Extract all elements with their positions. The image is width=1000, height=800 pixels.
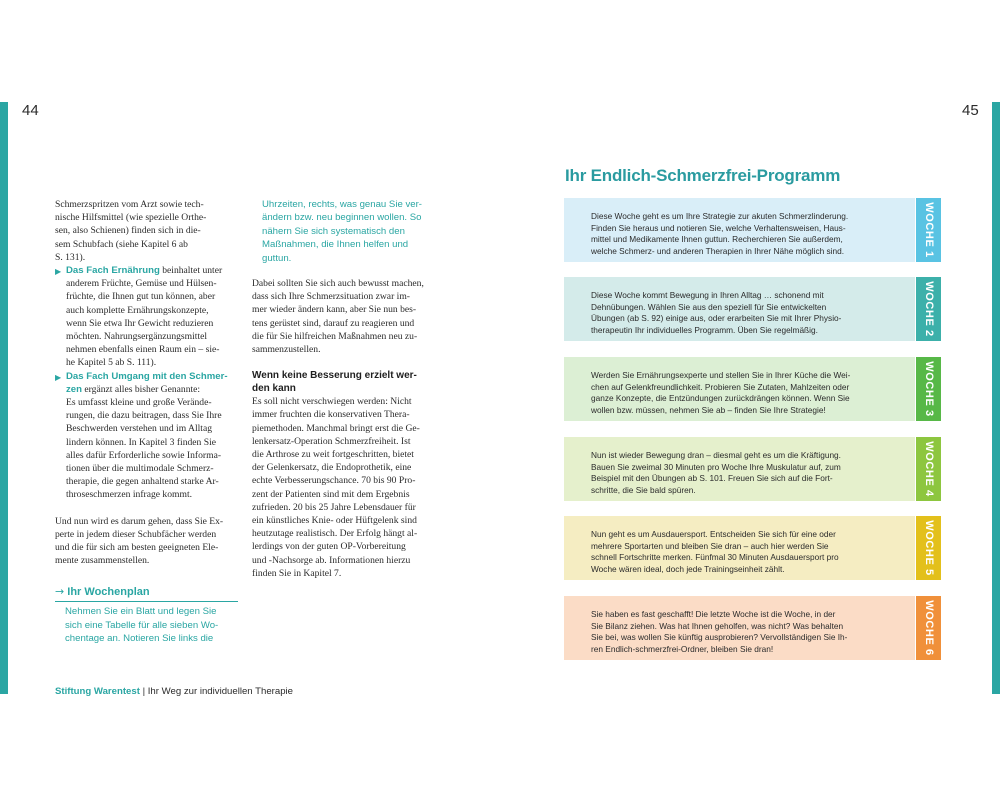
text-line: zent der Patienten sind mit dem Ergebnis: [252, 488, 410, 500]
text-line: mehrere Sportarten und bleiben Sie dran – auch hier werden Sie: [591, 540, 829, 551]
week-3-box: [564, 357, 915, 421]
text-line: welche Schmerz- und anderen Therapien in Ihrer Nähe möglich sind.: [591, 245, 845, 256]
text-line: Diese Woche kommt Bewegung in Ihren Alltag … schonend mit: [591, 290, 824, 300]
text-line: Diese Woche geht es um Ihre Strategie zur akuten Schmerzlinderung.: [591, 211, 849, 221]
text-line: nehmen ebenfalls einen Raum ein – sie-: [66, 344, 220, 356]
closing-paragraph: [55, 515, 238, 568]
text-line: Werden Sie Ernährungsexperte und stellen Sie in Ihrer Küche die Wei-: [591, 370, 851, 380]
text-line: heutzutage realistisch. Der Erfolg hängt al-: [252, 528, 418, 540]
bullet-heading-rest: beinhaltet unter: [159, 265, 223, 277]
text-line: [66, 383, 238, 396]
footer-brand: Stiftung Warentest: [55, 686, 140, 697]
text-line: throseschmerzen infrage kommt.: [66, 489, 193, 501]
text-line: alles dafür Erforderliche sowie Informa-: [66, 449, 222, 461]
week-6-tab: [916, 596, 941, 660]
bullet-triangle-icon: ▶: [55, 372, 62, 382]
text-line: möchten. Nahrungsergänzungsmittel: [66, 331, 208, 343]
text-line: ein künstliches Knie- oder Hüftgelenk sind: [252, 515, 417, 527]
text-line: schnell Fortschritte merken. Fünfmal 30 Minuten Ausdauersport pro: [591, 552, 839, 563]
text-line: Übungen (ab S. 92) einige aus, oder erarbeiten Sie mit Ihrer Physio-: [591, 313, 842, 324]
text-line: nähern Sie sich systematisch den: [262, 225, 405, 237]
week-5-label: WOCHE 5: [922, 520, 935, 576]
text-line: Sie bei, was wollen Sie künftig ausprobieren? Vervollständigen Sie Ih-: [591, 632, 848, 643]
text-line: Sie haben es fast geschafft! Die letzte Woche ist die Woche, in der: [591, 609, 836, 619]
text-line: Woche wären ideal, doch jede Trainingseinheit zählt.: [591, 563, 785, 574]
text-line: schritte, die Sie bald spüren.: [591, 484, 696, 495]
text-line: finden Sie in Kapitel 7.: [252, 567, 342, 579]
text-line: sammenzustellen.: [252, 344, 321, 356]
bullet-ernaehrung: [55, 264, 238, 370]
text-line: auch komplette Ernährungskonzepte,: [66, 304, 209, 316]
text-line: piemethoden. Manchmal bringt erst die Ge-: [252, 422, 420, 434]
text-line: Schmerzspritzen vom Arzt sowie tech-: [55, 199, 204, 210]
text-line: lindern können. In Kapitel 3 finden Sie: [66, 436, 217, 448]
text-line: mittel und Medikamente Ihnen guttun. Recherchieren Sie außerdem,: [591, 234, 843, 245]
text-line: chentage an. Notieren Sie links die: [65, 633, 214, 645]
week-4-box: [564, 437, 915, 501]
text-line: Bauen Sie zweimal 30 Minuten pro Woche Ihre Muskulatur auf, zum: [591, 461, 841, 472]
wochenplan-heading-text: Ihr Wochenplan: [67, 586, 150, 599]
bullet-heading: Das Fach Ernährung: [66, 265, 160, 277]
text-line: therapie, die gegen anhaltend starke Ar-: [66, 476, 219, 488]
text-line: Nun ist wieder Bewegung dran – diesmal geht es um die Kräftigung.: [591, 450, 841, 460]
text-line: Wenn keine Besserung erzielt wer-: [252, 370, 417, 382]
bullet-umgang: [55, 370, 238, 502]
text-line: und die für sich am besten geeigneten Ele-: [55, 542, 219, 554]
text-line: Nehmen Sie ein Blatt und legen Sie: [65, 606, 217, 618]
bullet-heading-end: zen: [66, 383, 82, 395]
text-line: guttun.: [262, 252, 292, 264]
week-1-tab: [916, 198, 941, 262]
text-line: [66, 264, 238, 277]
text-line: Dabei sollten Sie sich auch bewusst machen,: [252, 278, 424, 290]
week-3-label: WOCHE 3: [922, 361, 935, 417]
wochenplan-text: [55, 605, 238, 645]
page-number-right: 45: [962, 102, 979, 119]
footer-subtitle: Ihr Weg zur individuellen Therapie: [147, 686, 293, 697]
text-line: den kann: [252, 382, 296, 394]
text-line: Maßnahmen, die Ihnen helfen und: [262, 239, 409, 251]
text-line: Beispiel mit den Übungen ab S. 101. Freuen Sie sich auf die Fort-: [591, 473, 833, 484]
text-line: chen auf Gelenkfreundlichkeit. Probieren Sie Zutaten, Mahlzeiten oder: [591, 381, 850, 392]
text-line: tens gerüstet sind, darauf zu reagieren und: [252, 317, 415, 329]
text-line: sich eine Tabelle für alle sieben Wo-: [65, 619, 219, 631]
week-2-box: [564, 277, 915, 341]
week-3-tab: [916, 357, 941, 421]
text-line: mente zusammenstellen.: [55, 555, 150, 567]
text-line: und -Nachsorge ab. Informationen hierzu: [252, 554, 411, 566]
intro-paragraph: [55, 198, 238, 264]
week-4-tab: [916, 437, 941, 501]
text-line: wollen bzw. müssen, nehmen Sie ab – finden Sie Ihre Strategie!: [591, 404, 826, 415]
week-2-label: WOCHE 2: [922, 281, 935, 337]
bullet-heading: Das Fach Umgang mit den Schmer-: [66, 370, 228, 382]
text-line: ganze Konzepte, die Entzündungen zurückdrängen können. Wenn Sie: [591, 393, 850, 404]
text-line: Finden Sie heraus und notieren Sie, welche Verhaltensweisen, Haus-: [591, 222, 846, 233]
text-line: lenkersatz-Operation Schmerzfreiheit. Ist: [252, 435, 411, 447]
right-page-edge-bar: [992, 102, 1000, 694]
text-line: der Gelenkersatz, die Endoprothetik, eine: [252, 462, 412, 474]
wochenplan-text-continued: [252, 198, 438, 265]
text-line: anderem Früchte, Gemüse und Hülsen-: [66, 278, 217, 290]
text-line: tionen über die multimodale Schmerz-: [66, 463, 214, 475]
program-title: Ihr Endlich-Schmerzfrei-Programm: [565, 166, 841, 185]
text-line: die für Sie hilfreichen Maßnahmen neu zu-: [252, 330, 418, 342]
bullet-triangle-icon: ▶: [55, 267, 62, 277]
text-line: therapeutin Ihr individuelles Programm. Üben Sie regelmäßig.: [591, 324, 818, 335]
page-number-left: 44: [22, 102, 39, 119]
footer-separator: |: [142, 686, 146, 697]
text-line: ändern bzw. neu beginnen wollen. So: [262, 212, 422, 224]
week-1-box: [564, 198, 915, 262]
text-line: dass sich Ihre Schmerzsituation zwar im-: [252, 291, 410, 303]
week-5-tab: [916, 516, 941, 580]
text-line: Nun geht es um Ausdauersport. Entscheiden Sie sich für eine oder: [591, 529, 836, 539]
text-line: Uhrzeiten, rechts, was genau Sie ver-: [262, 199, 422, 210]
arrow-right-icon: →: [55, 585, 65, 599]
text-line: Es soll nicht verschwiegen werden: Nicht: [252, 396, 412, 408]
week-2-tab: [916, 277, 941, 341]
text-line: zufrieden. 20 bis 25 Jahre Lebensdauer für: [252, 501, 416, 513]
wochenplan-heading: [55, 585, 238, 602]
left-page-edge-bar: [0, 102, 8, 694]
text-line: Es umfasst kleine und große Verände-: [66, 397, 212, 409]
text-line: sen, also Schienen) finden sich in die-: [55, 225, 201, 237]
text-line: immer fruchten die konservativen Thera-: [252, 409, 410, 421]
text-line: Und nun wird es darum gehen, dass Sie Ex-: [55, 515, 224, 527]
text-line: rungen, die dazu beitragen, dass Sie Ihre: [66, 410, 222, 422]
text-line: nische Hilfsmittel (wie spezielle Orthe-: [55, 212, 207, 224]
week-6-label: WOCHE 6: [922, 600, 935, 656]
left-column-1: [55, 198, 238, 646]
week-4-label: WOCHE 4: [922, 441, 935, 497]
awareness-paragraph: [252, 277, 438, 356]
text-line: he Kapitel 5 ab S. 111).: [66, 357, 157, 369]
section-subheading: [252, 370, 438, 395]
surgery-paragraph: [252, 395, 438, 580]
week-6-box: [564, 596, 915, 660]
text-line: wenn Sie etwa Ihr Gewicht reduzieren: [66, 317, 214, 329]
left-column-2: [252, 198, 438, 580]
text-line: Dehnübungen. Wählen Sie aus den speziell für Sie entwickelten: [591, 301, 827, 312]
text-line: S. 131).: [55, 251, 86, 263]
bullet-heading-rest: ergänzt alles bisher Genannte:: [82, 383, 201, 395]
text-line: Sie Bilanz ziehen. Was hat Ihnen geholfen, was nicht? Was behalten: [591, 620, 844, 631]
page-footer: [55, 686, 293, 697]
text-line: echte Verbesserungschance. 70 bis 90 Pro-: [252, 475, 416, 487]
text-line: die Arthrose zu weit fortgeschritten, bietet: [252, 449, 414, 461]
text-line: perte in jedem dieser Schubfächer werden: [55, 528, 217, 540]
week-1-label: WOCHE 1: [922, 202, 935, 258]
text-line: sem Schubfach (siehe Kapitel 6 ab: [55, 238, 188, 250]
week-5-box: [564, 516, 915, 580]
text-line: Beschwerden verstehen und im Alltag: [66, 423, 212, 435]
text-line: früchte, die Ihnen gut tun können, aber: [66, 291, 216, 303]
text-line: mer wieder ändern kann, aber Sie nun bes-: [252, 304, 417, 316]
text-line: ren Endlich-schmerzfrei-Ordner, bleiben Sie dran!: [591, 643, 774, 654]
text-line: lerdings von der guten OP-Vorbereitung: [252, 541, 406, 553]
